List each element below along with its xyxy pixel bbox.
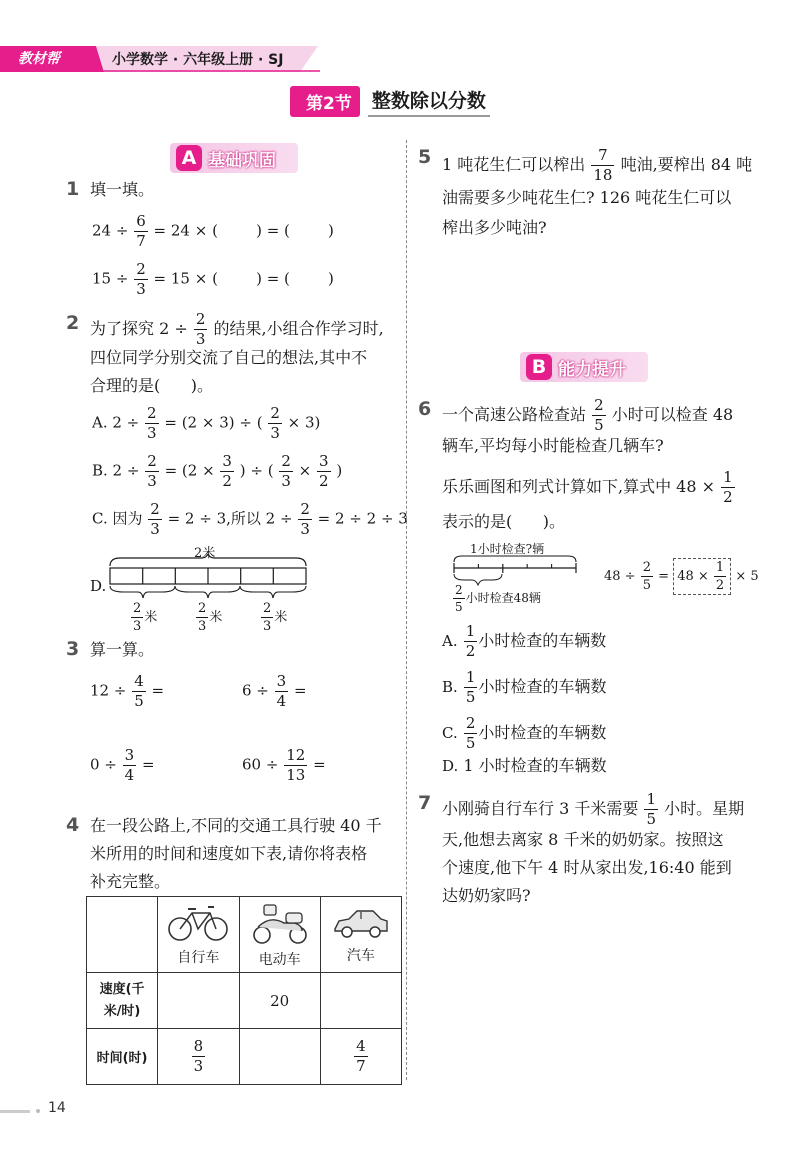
q6-diagram-top: 1小时检查?辆: [470, 542, 545, 556]
q4-line1: 在一段公路上,不同的交通工具行驶 40 千: [90, 816, 382, 835]
q2-frac: $\frac{2}{3}$: [195, 310, 206, 348]
q2-line2: 四位同学分别交流了自己的想法,其中不: [90, 348, 368, 367]
q6-formula-dashed-box: 48 × $\frac{1}{2}$: [673, 558, 731, 595]
part-a-title: 基础巩固: [208, 150, 276, 171]
part-a-badge: [170, 143, 298, 173]
page-number: 14: [48, 1100, 66, 1116]
q7-line4: 达奶奶家吗?: [442, 886, 531, 905]
q6-line-diagram: [452, 554, 582, 588]
q2-option-c: C. 因为 $\frac{2}{3}$ = 2 ÷ 3,所以 2 ÷ $\frac{2}{3}$ = 2 ÷ 2 ÷ 3: [92, 500, 408, 538]
speed-car: [320, 973, 401, 1029]
car-icon: [331, 905, 391, 941]
q6-line4: 表示的是( )。: [442, 512, 566, 531]
q1-l1-a: 24 ÷: [92, 221, 129, 240]
table-row: [87, 1029, 402, 1085]
header-subtitle: 小学数学 · 六年级上册 · SJ: [112, 52, 284, 68]
table-row: [87, 897, 402, 973]
q5-number: 5: [418, 146, 432, 168]
q2-d-bar-diagram: [106, 554, 314, 602]
q2-option-d-label: D.: [90, 577, 107, 595]
part-a-letter: A: [176, 145, 202, 171]
vehicle-ebike: [239, 897, 320, 973]
q3-expr-1: 12 ÷ $\frac{4}{5}$ =: [90, 672, 165, 710]
q3-expr-4: 60 ÷ $\frac{12}{13}$ =: [242, 746, 326, 784]
part-b-letter: B: [526, 354, 552, 380]
q4-table: [86, 896, 402, 1085]
column-divider: [406, 140, 407, 1080]
q6-option-a: A. $\frac{1}{2}$ 小时检查的车辆数: [442, 622, 607, 660]
q7-number: 7: [418, 792, 432, 814]
q2-t2: 的结果,小组合作学习时,: [213, 319, 384, 338]
q7-line2: 天,他想去离家 8 千米的奶奶家。按照这: [442, 830, 724, 849]
section-label: 第2节: [290, 86, 360, 117]
q6-line1: 一个高速公路检查站 $\frac{2}{5}$ 小时可以检查 48: [442, 396, 734, 434]
q2-d-seg-1: $\frac{2}{3}$ 米: [133, 601, 158, 634]
header-brand: 教材帮: [18, 51, 60, 67]
part-b-title: 能力提升: [558, 359, 626, 380]
q1-l1-frac: $\frac{6}{7}$: [136, 212, 146, 250]
q3-number: 3: [66, 638, 80, 660]
q7-line3: 个速度,他下午 4 时从家出发,16:40 能到: [442, 858, 732, 877]
speed-ebike: 20: [239, 973, 320, 1029]
q4-line2: 米所用的时间和速度如下表,请你将表格: [90, 844, 368, 863]
footer-dot: [36, 1109, 40, 1113]
section-title: [290, 86, 490, 116]
table-corner: [87, 897, 158, 973]
q2-option-a: A. 2 ÷ $\frac{2}{3}$ = (2 × 3) ÷ ( $\frac{2}{3}$ × 3): [92, 404, 321, 442]
q6-diagram-bottom: $\frac{2}{5}$ 小时检查48辆: [455, 583, 541, 614]
q5-line3: 榨出多少吨油?: [442, 218, 547, 237]
q1-l1-b: = 24 × ( ) = ( ): [153, 221, 334, 240]
time-label: 时间(时): [87, 1029, 158, 1085]
part-b-badge: [520, 352, 648, 382]
q1-number: 1: [66, 178, 80, 200]
q4-line3: 补充完整。: [90, 872, 171, 891]
q1-line1: [92, 214, 334, 249]
bicycle-icon: [166, 903, 230, 943]
speed-bicycle: [158, 973, 240, 1029]
q4-number: 4: [66, 814, 80, 836]
q3-expr-3: 0 ÷ $\frac{3}{4}$ =: [90, 746, 155, 784]
q6-line3: 乐乐画图和列式计算如下,算式中 48 × $\frac{1}{2}$: [442, 468, 733, 506]
header-bar: [0, 46, 330, 72]
footer-rule: [0, 1110, 30, 1113]
vehicle-label-car: 汽车: [346, 947, 375, 964]
vehicle-label-ebike: 电动车: [258, 951, 301, 968]
q2-number: 2: [66, 312, 80, 334]
electric-scooter-icon: [250, 901, 310, 945]
q6-formula: 48 ÷ $\frac{2}{5}$ = 48 × $\frac{1}{2}$ × 5: [604, 560, 759, 593]
q6-line2: 辆车,平均每小时能检查几辆车?: [442, 436, 664, 455]
q3-expr-2: 6 ÷ $\frac{3}{4}$ =: [242, 672, 307, 710]
q2-option-b: B. 2 ÷ $\frac{2}{3}$ = (2 × $\frac{3}{2}$ ) ÷ ( $\frac{2}{3}$ × $\frac{3}{2}$ ): [92, 452, 343, 490]
vehicle-bicycle: [158, 897, 240, 973]
q6-option-c: C. $\frac{2}{5}$ 小时检查的车辆数: [442, 714, 607, 752]
q7-line1: 小刚骑自行车行 3 千米需要 $\frac{1}{5}$ 小时。星期: [442, 790, 745, 828]
q1-l2-a: 15 ÷: [92, 269, 129, 288]
q6-option-b: B. $\frac{1}{5}$ 小时检查的车辆数: [442, 668, 607, 706]
speed-label: 速度(千米/时): [87, 973, 158, 1029]
vehicle-label-bicycle: 自行车: [177, 949, 220, 966]
time-ebike: [239, 1029, 320, 1085]
q1-l2-frac: $\frac{2}{3}$: [136, 260, 146, 298]
section-title-text: 整数除以分数: [368, 86, 490, 117]
q6-number: 6: [418, 398, 432, 420]
q2-d-seg-2: $\frac{2}{3}$ 米: [198, 601, 223, 634]
q3-prompt: 算一算。: [90, 640, 155, 659]
q2-t1: 为了探究 2 ÷: [90, 319, 188, 338]
q6-option-d: D. 1 小时检查的车辆数: [442, 756, 607, 775]
time-car: $\frac{4}{7}$: [320, 1029, 401, 1085]
time-bicycle: $\frac{8}{3}$: [158, 1029, 240, 1085]
q2-line1: [90, 312, 384, 347]
q2-d-seg-3: $\frac{2}{3}$ 米: [263, 601, 288, 634]
q5-line2: 油需要多少吨花生仁? 126 吨花生仁可以: [442, 188, 732, 207]
q1-line2: [92, 262, 334, 297]
q5-line1: 1 吨花生仁可以榨出 $\frac{7}{18}$ 吨油,要榨出 84 吨: [442, 146, 753, 184]
vehicle-car: [320, 897, 401, 973]
q1-l2-b: = 15 × ( ) = ( ): [153, 269, 334, 288]
table-row: [87, 973, 402, 1029]
q2-d-top-label: 2米: [194, 546, 216, 561]
q1-prompt: 填一填。: [90, 180, 155, 199]
q2-line3: 合理的是( )。: [90, 376, 214, 395]
